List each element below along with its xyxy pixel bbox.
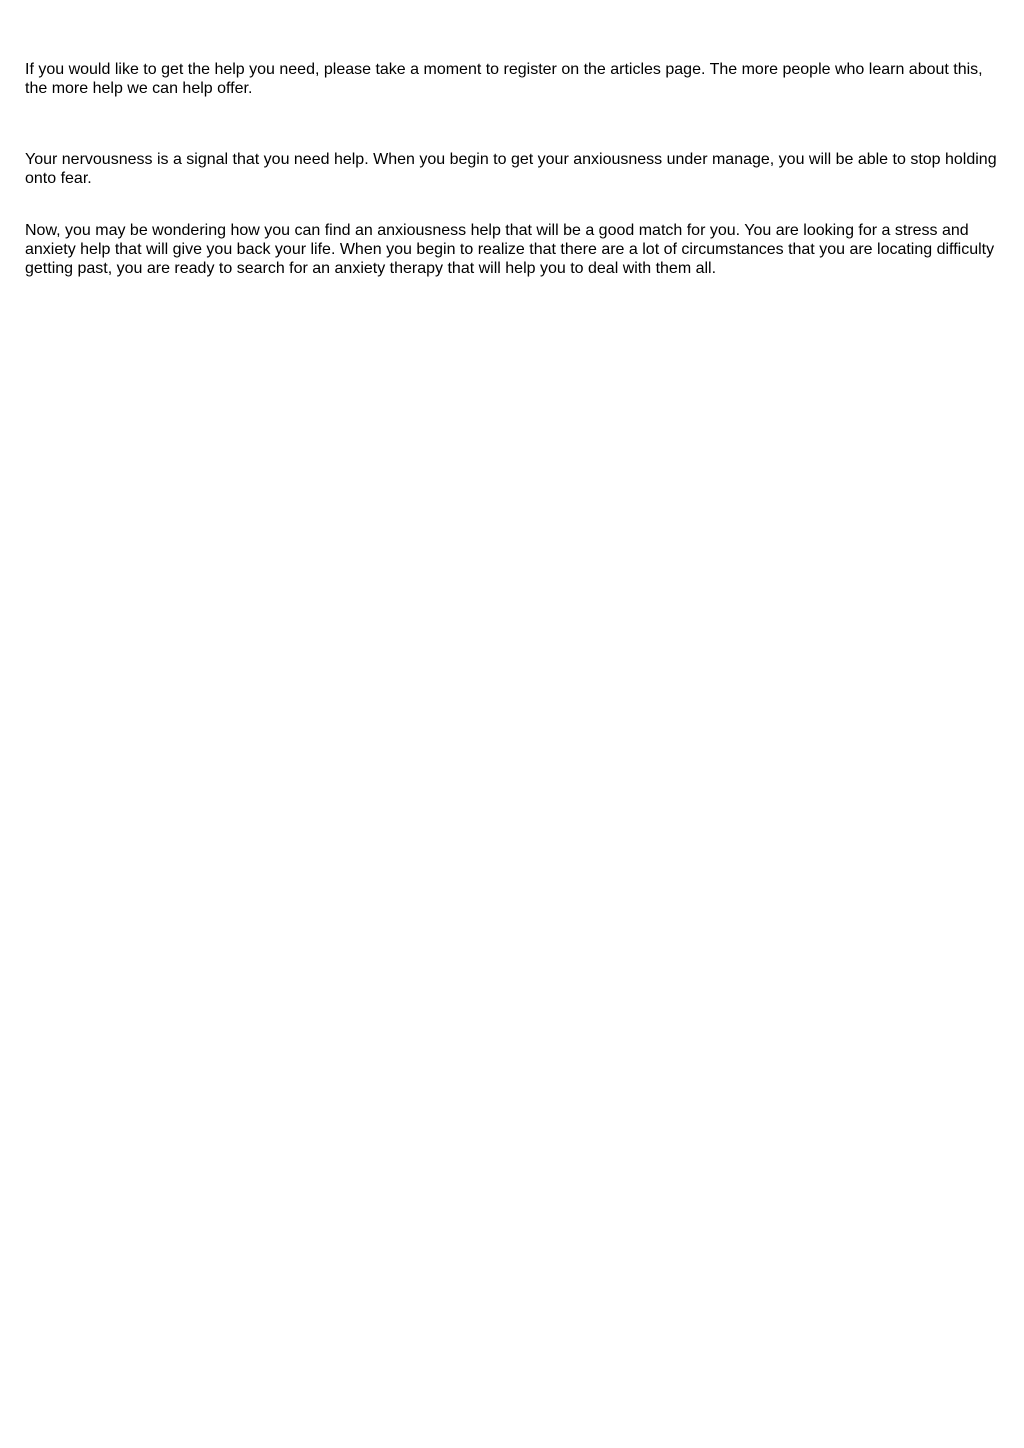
paragraph-nervousness: Your nervousness is a signal that you need help. When you begin to get your anxiousness under manage, you will be able to stop holding onto fear. <box>25 151 997 187</box>
paragraph-register: If you would like to get the help you need, please take a moment to register on the articles page. The more people who learn about this, the more help we can help offer. <box>25 61 983 97</box>
paragraph-anxiety-help: Now, you may be wondering how you can find an anxiousness help that will be a good match for you. You are looking for a stress and anxiety help that will give you back your life. When you begin to realize that there are a lot of circumstances that you are locating difficulty getting past, you are ready to search for an anxiety therapy that will help you to deal with them all. <box>25 222 995 277</box>
